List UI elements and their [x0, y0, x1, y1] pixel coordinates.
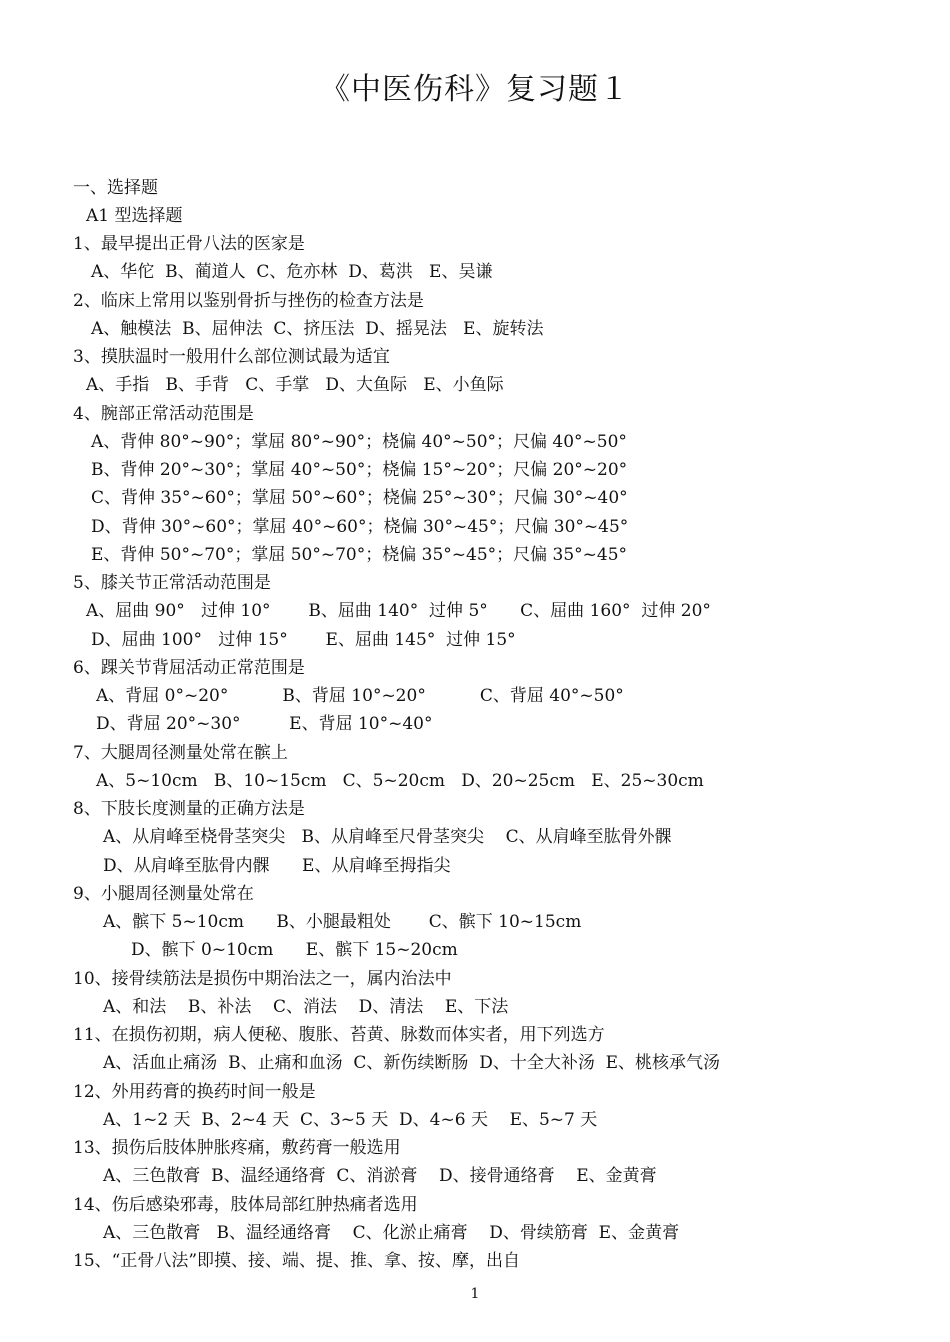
- answer-options: A、从肩峰至桡骨茎突尖 B、从肩峰至尺骨茎突尖 C、从肩峰至肱骨外髁: [103, 827, 672, 847]
- answer-options: A、三色散膏 B、温经通络膏 C、化淤止痛膏 D、骨续筋膏 E、金黄膏: [103, 1223, 680, 1243]
- answer-options: A、手指 B、手背 C、手掌 D、大鱼际 E、小鱼际: [86, 375, 504, 395]
- answer-options: A、和法 B、补法 C、消法 D、清法 E、下法: [103, 997, 509, 1017]
- page-title: 《中医伤科》复习题１: [320, 72, 630, 107]
- answer-options: A、1~2 天 B、2~4 天 C、3~5 天 D、4~6 天 E、5~7 天: [103, 1110, 598, 1130]
- question-text: 12、外用药膏的换药时间一般是: [73, 1082, 316, 1102]
- question-text: 4、腕部正常活动范围是: [73, 404, 254, 424]
- question-text: 6、踝关节背屈活动正常范围是: [73, 658, 305, 678]
- answer-options: A、活血止痛汤 B、止痛和血汤 C、新伤续断肠 D、十全大补汤 E、桃核承气汤: [103, 1053, 721, 1073]
- question-text: 3、摸肤温时一般用什么部位测试最为适宜: [73, 347, 390, 367]
- answer-options: A、华佗 B、蔺道人 C、危亦林 D、葛洪 E、吴谦: [91, 262, 493, 282]
- question-text: 9、小腿周径测量处常在: [73, 884, 254, 904]
- section-heading: 一、选择题: [73, 178, 158, 198]
- answer-option: B、背伸 20°~30°；掌屈 40°~50°；桡偏 15°~20°；尺偏 20°~20°: [91, 460, 628, 480]
- answer-option: C、背伸 35°~60°；掌屈 50°~60°；桡偏 25°~30°；尺偏 30°~40°: [91, 488, 628, 508]
- answer-option: D、背伸 30°~60°；掌屈 40°~60°；桡偏 30°~45°；尺偏 30°~45°: [91, 517, 629, 537]
- answer-options: D、从肩峰至肱骨内髁 E、从肩峰至拇指尖: [103, 856, 451, 876]
- answer-options: A、屈曲 90° 过伸 10° B、屈曲 140° 过伸 5° C、屈曲 160° 过伸 20°: [86, 601, 711, 621]
- answer-options: D、屈曲 100° 过伸 15° E、屈曲 145° 过伸 15°: [91, 630, 516, 650]
- answer-options: D、背屈 20°~30° E、背屈 10°~40°: [96, 714, 433, 734]
- question-text: 1、最早提出正骨八法的医家是: [73, 234, 305, 254]
- page-number: 1: [470, 1286, 480, 1302]
- question-text: 13、损伤后肢体肿胀疼痛，敷药膏一般选用: [73, 1138, 401, 1158]
- answer-options: A、髌下 5~10cm B、小腿最粗处 C、髌下 10~15cm: [103, 912, 582, 932]
- subsection-heading: A1 型选择题: [86, 206, 183, 226]
- question-text: 7、大腿周径测量处常在髌上: [73, 743, 288, 763]
- answer-option: A、背伸 80°~90°；掌屈 80°~90°；桡偏 40°~50°；尺偏 40°~50°: [91, 432, 627, 452]
- answer-options: A、5~10cm B、10~15cm C、5~20cm D、20~25cm E、25~30cm: [96, 771, 704, 791]
- answer-options: A、背屈 0°~20° B、背屈 10°~20° C、背屈 40°~50°: [96, 686, 624, 706]
- question-text: 10、接骨续筋法是损伤中期治法之一，属内治法中: [73, 969, 452, 989]
- answer-options: A、触模法 B、屈伸法 C、挤压法 D、摇晃法 E、旋转法: [91, 319, 544, 339]
- question-text: 8、下肢长度测量的正确方法是: [73, 799, 305, 819]
- question-text: 5、膝关节正常活动范围是: [73, 573, 271, 593]
- question-text: 2、临床上常用以鉴别骨折与挫伤的检查方法是: [73, 291, 424, 311]
- question-text: 11、在损伤初期，病人便秘、腹胀、苔黄、脉数而体实者，用下列选方: [73, 1025, 605, 1045]
- answer-option: E、背伸 50°~70°；掌屈 50°~70°；桡偏 35°~45°；尺偏 35°~45°: [91, 545, 628, 565]
- answer-options: A、三色散膏 B、温经通络膏 C、消淤膏 D、接骨通络膏 E、金黄膏: [103, 1166, 657, 1186]
- answer-options: D、髌下 0~10cm E、髌下 15~20cm: [131, 940, 458, 960]
- question-text: 15、“正骨八法”即摸、接、端、提、推、拿、按、摩，出自: [73, 1251, 521, 1271]
- question-text: 14、伤后感染邪毒，肢体局部红肿热痛者选用: [73, 1195, 418, 1215]
